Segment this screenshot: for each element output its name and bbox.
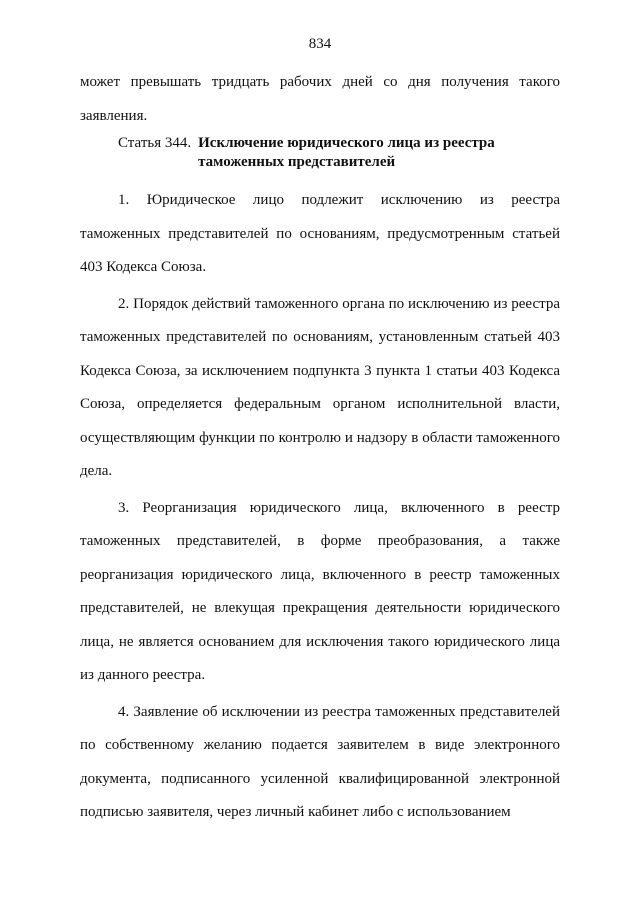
article-number: Статья 344. [118, 135, 192, 151]
paragraph-2: 2. Порядок действий таможенного органа по исключению из реестра таможенных представителей по основаниям, установленным статьей 403 Кодекса Союза, за исключением подпункта 3 пункта 1 статьи 403 Кодекса Союза, определяется федеральным органом исполнительной власти, осуществляющим функции по контролю и надзору в области таможенного дела. [80, 295, 560, 479]
paragraph-1: 1. Юридическое лицо подлежит исключению из реестра таможенных представителей по основаниям, предусмотренным статьей 403 Кодекса Союза. [80, 192, 560, 275]
page-number: 834 [308, 36, 332, 52]
document-body [80, 66, 560, 830]
continuation-paragraph: может превышать тридцать рабочих дней со дня получения такого заявления. [80, 74, 560, 124]
article-title: Исключение юридического лица из реестра таможенных представителей [198, 135, 495, 170]
article-heading [118, 134, 560, 172]
paragraph-3: 3. Реорганизация юридического лица, включенного в реестр таможенных представителей, в форме преобразования, а также реорганизация юридического лица, включенного в реестр таможенных представителей, не влекущая прекращения деятельности юридического лица, не является основанием для исключения такого юридического лица из данного реестра. [80, 499, 560, 683]
paragraph-4: 4. Заявление об исключении из реестра таможенных представителей по собственному желанию подается заявителем в виде электронного документа, подписанного усиленной квалифицированной электронной подписью заявителя, через личный кабинет либо с использованием [80, 703, 560, 820]
